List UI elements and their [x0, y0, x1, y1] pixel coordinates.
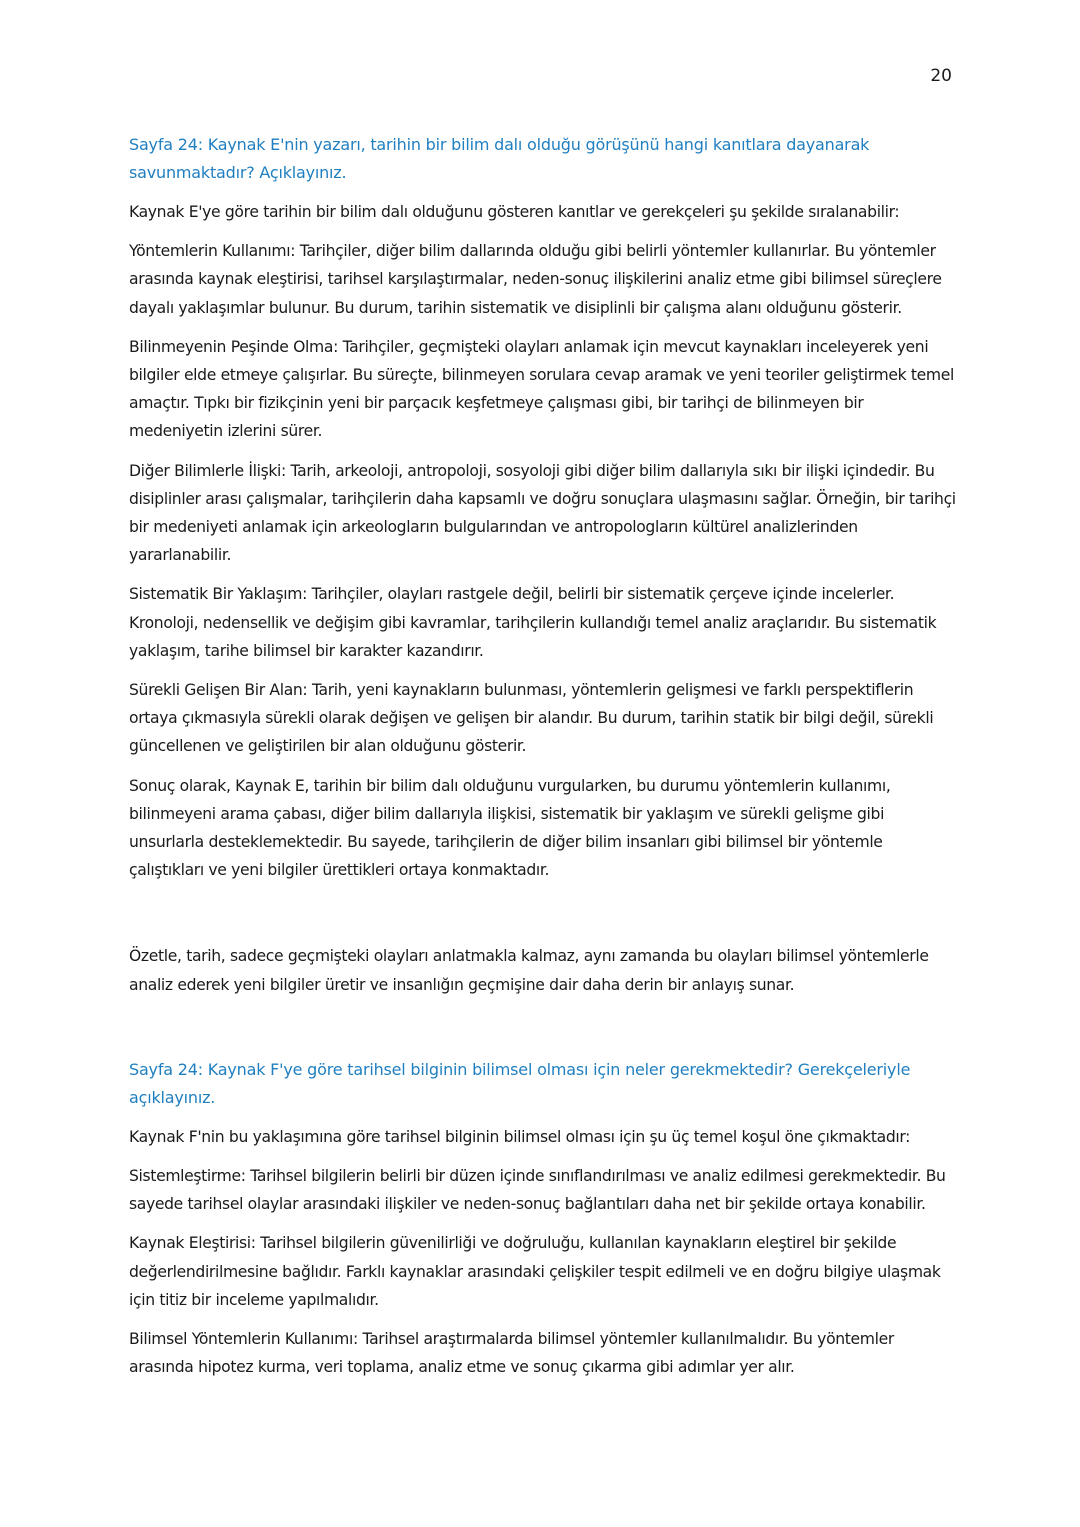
blank-spacer [129, 895, 959, 942]
point-bilinmeyenin-pesinde: Bilinmeyenin Peşinde Olma: Tarihçiler, geçmişteki olayları anlamak için mevcut kaynakları inceleyerek yeni bilgiler elde etmeye çalışırlar. Bu süreçte, bilinmeyen sorulara cevap aramak ve yeni teoriler geliştirmek temel amaçtır. Tıpkı bir fizikçinin yeni bir parçacık keşfetmeye çalışması gibi, bir tarihçi de bilinmeyen bir medeniyetin izlerini sürer. [129, 337, 954, 441]
question-heading-kaynak-f: Sayfa 24: Kaynak F'ye göre tarihsel bilginin bilimsel olması için neler gerekmektedir? Gerekçeleriyle açıklayınız. [129, 1059, 911, 1107]
summary-paragraph: Özetle, tarih, sadece geçmişteki olayları anlatmakla kalmaz, aynı zamanda bu olayları bilimsel yöntemlerle analiz ederek yeni bilgiler üretir ve insanlığın geçmişine dair daha derin bir anlayış sunar. [129, 947, 929, 994]
blank-spacer [129, 1010, 959, 1056]
point-sistemlestirme: Sistemleştirme: Tarihsel bilgilerin belirli bir düzen içinde sınıflandırılması ve analiz edilmesi gerekmektedir. Bu sayede tarihsel olaylar arasındaki ilişkiler ve neden-sonuç bağlantıları daha net bir şekilde ortaya konabilir. [129, 1167, 946, 1214]
document-body [129, 131, 959, 1393]
intro-paragraph: Kaynak F'nin bu yaklaşımına göre tarihsel bilginin bilimsel olması için şu üç temel koşul öne çıkmaktadır: [129, 1127, 911, 1146]
conclusion-paragraph: Sonuç olarak, Kaynak E, tarihin bir bilim dalı olduğunu vurgularken, bu durumu yöntemlerin kullanımı, bilinmeyeni arama çabası, diğer bilim dallarıyla ilişkisi, sistematik bir yaklaşım ve sürekli gelişme gibi unsurlarla desteklemektedir. Bu sayede, tarihçilerin de diğer bilim insanları gibi bilimsel bir yöntemle çalıştıkları ve yeni bilgiler ürettikleri ortaya konmaktadır. [129, 776, 891, 880]
intro-paragraph: Kaynak E'ye göre tarihin bir bilim dalı olduğunu gösteren kanıtlar ve gerekçeleri şu şekilde sıralanabilir: [129, 203, 900, 221]
question-heading-kaynak-e: Sayfa 24: Kaynak E'nin yazarı, tarihin bir bilim dalı olduğu görüşünü hangi kanıtlara dayanarak savunmaktadır? Açıklayınız. [129, 135, 870, 182]
point-sistematik-yaklasim: Sistematik Bir Yaklaşım: Tarihçiler, olayları rastgele değil, belirli bir sistematik çerçeve içinde incelerler. Kronoloji, nedensellik ve değişim gibi kavramlar, tarihçilerin kullandığı temel analiz araçlarıdır. Bu sistematik yaklaşım, tarihe bilimsel bir karakter kazandırır. [129, 585, 937, 660]
page-number: 20 [930, 66, 952, 86]
point-kaynak-elestirisi: Kaynak Eleştirisi: Tarihsel bilgilerin güvenilirliği ve doğruluğu, kullanılan kaynakların eleştirel bir şekilde değerlendirilmesine bağlıdır. Farklı kaynaklar arasındaki çelişkiler tespit edilmeli ve en doğru bilgiye ulaşmak için titiz bir inceleme yapılmalıdır. [129, 1234, 941, 1309]
point-yontemlerin-kullanimi: Yöntemlerin Kullanımı: Tarihçiler, diğer bilim dallarında olduğu gibi belirli yöntemler kullanırlar. Bu yöntemler arasında kaynak eleştirisi, tarihsel karşılaştırmalar, neden-sonuç ilişkilerini analiz etme gibi bilimsel süreçlere dayalı yaklaşımlar bulunur. Bu durum, tarihin sistematik ve disiplinli bir çalışma alanı olduğunu gösterir. [129, 242, 942, 317]
point-bilimsel-yontemler: Bilimsel Yöntemlerin Kullanımı: Tarihsel araştırmalarda bilimsel yöntemler kullanılmalıdır. Bu yöntemler arasında hipotez kurma, veri toplama, analiz etme ve sonuç çıkarma gibi adımlar yer alır. [129, 1330, 894, 1377]
point-diger-bilimlerle-iliski: Diğer Bilimlerle İlişki: Tarih, arkeoloji, antropoloji, sosyoloji gibi diğer bilim dallarıyla sıkı bir ilişki içindedir. Bu disiplinler arası çalışmalar, tarihçilerin daha kapsamlı ve doğru sonuçlara ulaşmasını sağlar. Örneğin, bir tarihçi bir medeniyeti anlamak için arkeologların bulgularından ve antropologların kültürel analizlerinden yararlanabilir. [129, 461, 956, 565]
point-surekli-gelisen-alan: Sürekli Gelişen Bir Alan: Tarih, yeni kaynakların bulunması, yöntemlerin gelişmesi ve farklı perspektiflerin ortaya çıkmasıyla sürekli olarak değişen ve gelişen bir alandır. Bu durum, tarihin statik bir bilgi değil, sürekli güncellenen ve geliştirilen bir alan olduğunu gösterir. [129, 681, 934, 756]
